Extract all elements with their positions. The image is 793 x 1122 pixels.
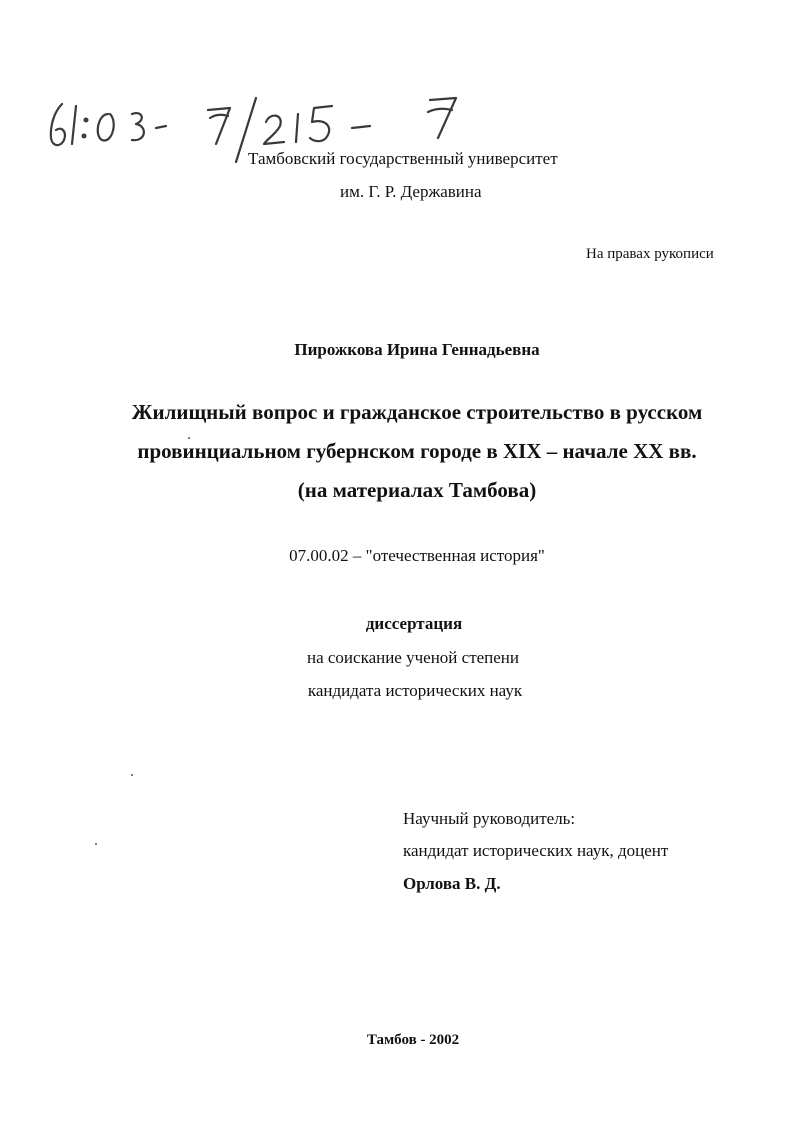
dissertation-title-line-2: провинциальном губернском городе в XIX – начале XX вв. [137, 439, 697, 463]
university-honorific: им. Г. Р. Державина [340, 182, 482, 201]
specialty-code: 07.00.02 – "отечественная история" [289, 546, 545, 565]
manuscript-note: На правах рукописи [586, 246, 714, 262]
author-name: Пирожкова Ирина Геннадьевна [294, 340, 540, 359]
dissertation-title-line-1: Жилищный вопрос и гражданское строительство в русском [131, 400, 703, 424]
degree-purpose-line-2: кандидата исторических наук [307, 681, 523, 700]
city-and-year: Тамбов - 2002 [366, 1032, 460, 1048]
scan-speck [95, 843, 97, 845]
dissertation-title-line-3: (на материалах Тамбова) [297, 478, 537, 502]
supervisor-label: Научный руководитель: [403, 809, 576, 828]
university-name: Тамбовский государственный университет [248, 149, 558, 168]
document-type: диссертация [365, 614, 463, 633]
supervisor-degree: кандидат исторических наук, доцент [403, 841, 669, 860]
scan-speck [131, 774, 133, 776]
supervisor-name: Орлова В. Д. [403, 874, 501, 893]
scan-speck [188, 437, 190, 439]
degree-purpose-line-1: на соискание ученой степени [306, 648, 520, 667]
